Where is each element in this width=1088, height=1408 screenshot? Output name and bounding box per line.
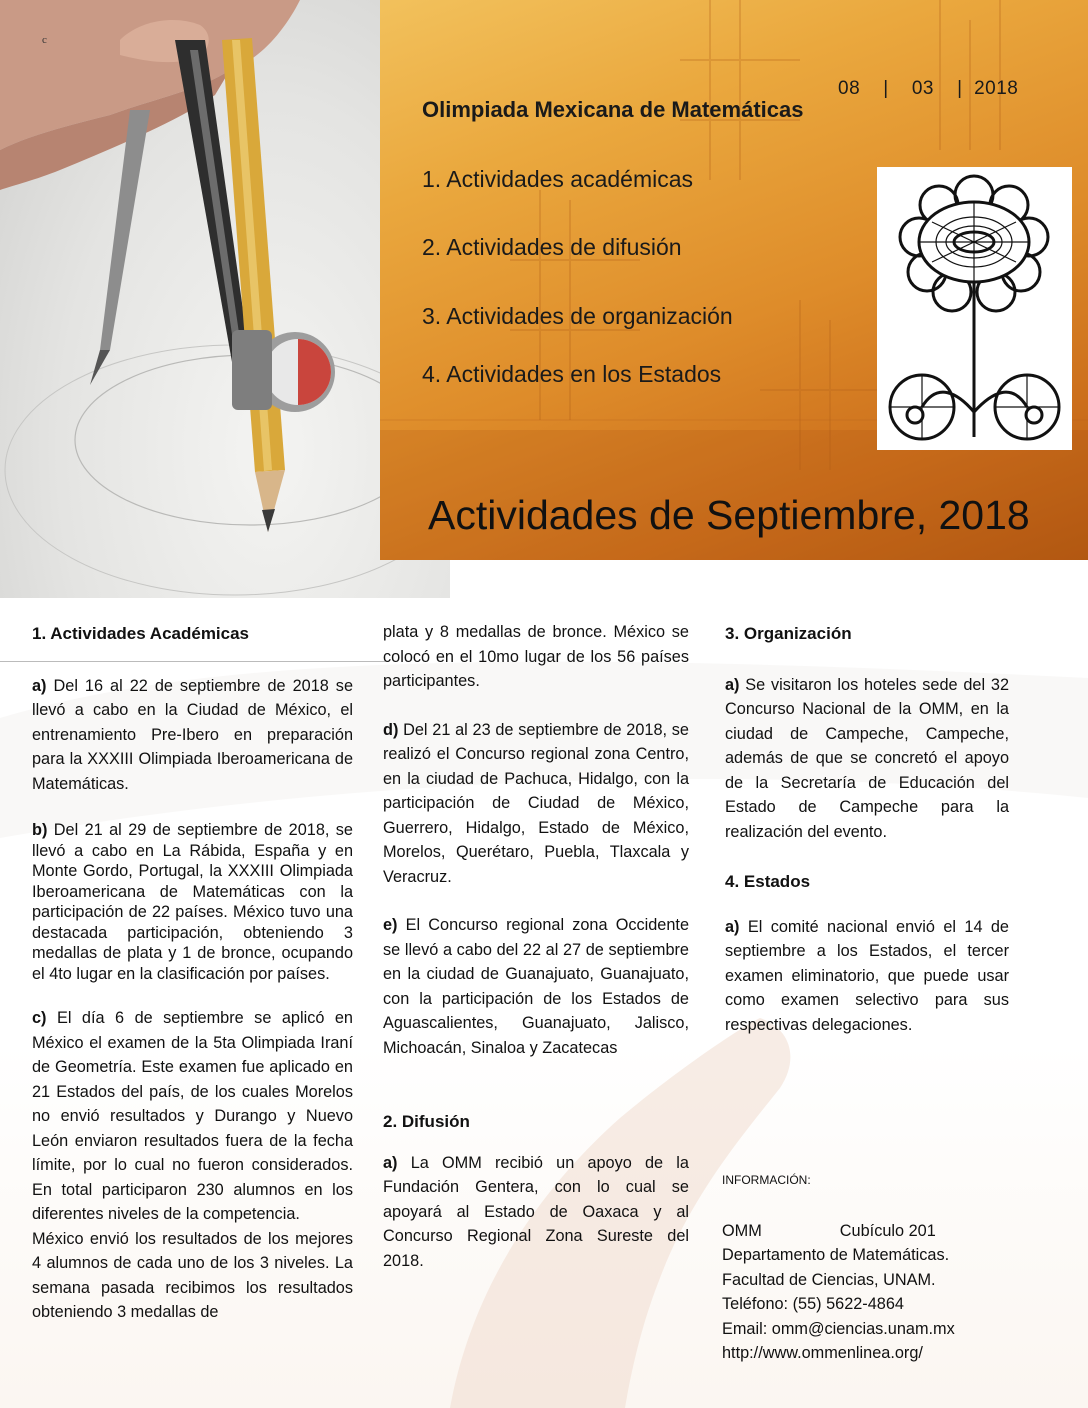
- states-item-a: El comité nacional envió el 14 de septiembre a los Estados, el tercer examen eliminatorio, que puede usar como examen selectivo para sus respectivas delegaciones.: [725, 917, 1009, 1034]
- omm-logo: [877, 167, 1072, 450]
- menu-item-diffusion[interactable]: 2. Actividades de difusión: [422, 234, 682, 260]
- contact-org-line: [722, 1219, 1022, 1244]
- contact-org: OMM: [722, 1221, 762, 1240]
- item-label: e): [383, 916, 398, 934]
- academic-continued: plata y 8 medallas de bronce. México se colocó en el 10mo lugar de los 56 países participantes.: [383, 623, 689, 690]
- header-banner: [380, 0, 1088, 560]
- item-label: a): [32, 676, 47, 695]
- date-year: 2018: [974, 78, 1019, 99]
- academic-item-c-continued: México envió los resultados de los mejores 4 alumnos de cada uno de los 3 niveles. La semana pasada recibimos los resultados obteniendo 3 medallas de: [32, 1229, 353, 1321]
- diffusion-item-a: La OMM recibió un apoyo de la Fundación Gentera, con lo cual se apoyará al Estado de Oaxaca y al Concurso Regional Zona Sureste del 2018.: [383, 1153, 689, 1270]
- corner-mark: c: [42, 34, 47, 46]
- item-label: b): [32, 821, 48, 839]
- contact-office: Cubículo 201: [839, 1221, 936, 1240]
- section-heading-academic: 1. Actividades Académicas: [32, 624, 250, 643]
- contact-dept: Departamento de Matemáticas.: [722, 1246, 950, 1264]
- contact-faculty: Facultad de Ciencias, UNAM.: [722, 1270, 936, 1289]
- org-title: Olimpiada Mexicana de Matemáticas: [422, 97, 804, 122]
- date-month: 03: [911, 78, 934, 99]
- contact-heading: INFORMACIÓN:: [722, 1173, 811, 1187]
- section-heading-organization: 3. Organización: [725, 624, 852, 643]
- issue-date: 08 | 03 | 2018: [838, 78, 1019, 99]
- page-title: Actividades de Septiembre, 2018: [428, 492, 1030, 538]
- heading-divider: [0, 661, 385, 662]
- section-heading-diffusion: 2. Difusión: [383, 1112, 470, 1131]
- item-label: c): [32, 1009, 47, 1027]
- menu-item-states[interactable]: 4. Actividades en los Estados: [422, 361, 722, 387]
- menu-item-academic[interactable]: 1. Actividades académicas: [422, 166, 694, 192]
- column-academic: [32, 622, 353, 1325]
- academic-item-c: El día 6 de septiembre se aplicó en México el examen de la 5ta Olimpiada Iraní de Geometría. Este examen fue aplicado en 21 Estados del país, de los cuales Morelos no envió resultados y Durango y Nuevo León enviaron resultados fuera de la fecha límite, por lo cual no fueron considerados. En total participaron 230 alumnos en los diferentes niveles de la competencia.: [32, 1009, 353, 1223]
- item-label: a): [725, 675, 740, 694]
- item-label: a): [383, 1153, 398, 1172]
- academic-item-b: Del 21 al 29 de septiembre de 2018, se llevó a cabo en La Rábida, España y en Monte Gordo, Portugal, la XXXIII Olimpiada Iberoamericana de Matemáticas con la participación de 22 países. México tuvo una destacada participación, obteniendo 3 medallas de plata y 1 de bronce, ocupando el 4to lugar en la clasificación por países.: [32, 821, 353, 983]
- academic-item-d: Del 21 al 23 de septiembre de 2018, se realizó el Concurso regional zona Centro, en la ciudad de Pachuca, Hidalgo, con la participación de Ciudad de México, Guerrero, Hidalgo, Estado de México, Morelos, Querétaro, Puebla, Tlaxcala y Veracruz.: [383, 720, 689, 886]
- item-label: d): [383, 720, 399, 739]
- item-label: a): [725, 917, 740, 936]
- section-heading-states: 4. Estados: [725, 872, 811, 891]
- contact-block: [722, 1168, 1022, 1366]
- contact-email[interactable]: Email: omm@ciencias.unam.mx: [722, 1319, 955, 1338]
- flower-logo-icon: [877, 167, 1072, 450]
- menu-item-organization[interactable]: 3. Actividades de organización: [422, 303, 733, 329]
- column-middle: [383, 620, 689, 1273]
- contact-web-link[interactable]: http://www.ommenlinea.org/: [722, 1344, 923, 1362]
- contact-phone: Teléfono: (55) 5622-4864: [722, 1295, 904, 1313]
- organization-item-a: Se visitaron los hoteles sede del 32 Concurso Nacional de la OMM, en la ciudad de Campeche, Campeche, además de que se concretó el apoyo de la Secretaría de Educación del Estado de Campeche para la realización del evento.: [725, 675, 1009, 841]
- academic-item-e: El Concurso regional zona Occidente se llevó a cabo del 22 al 27 de septiembre en la ciudad de Guanajuato, Guanajuato, con la participación de los Estados de Aguascalientes, Guanajuato, Jalisco, Michoacán, Sinaloa y Zacatecas: [383, 916, 689, 1057]
- column-right: [722, 622, 1009, 1362]
- academic-item-a: Del 16 al 22 de septiembre de 2018 se llevó a cabo en la Ciudad de México, el entrenamiento Pre-Ibero en preparación para la XXXIII Olimpiada Iberoamericana de Matemáticas.: [32, 676, 354, 793]
- date-day: 08: [838, 78, 861, 99]
